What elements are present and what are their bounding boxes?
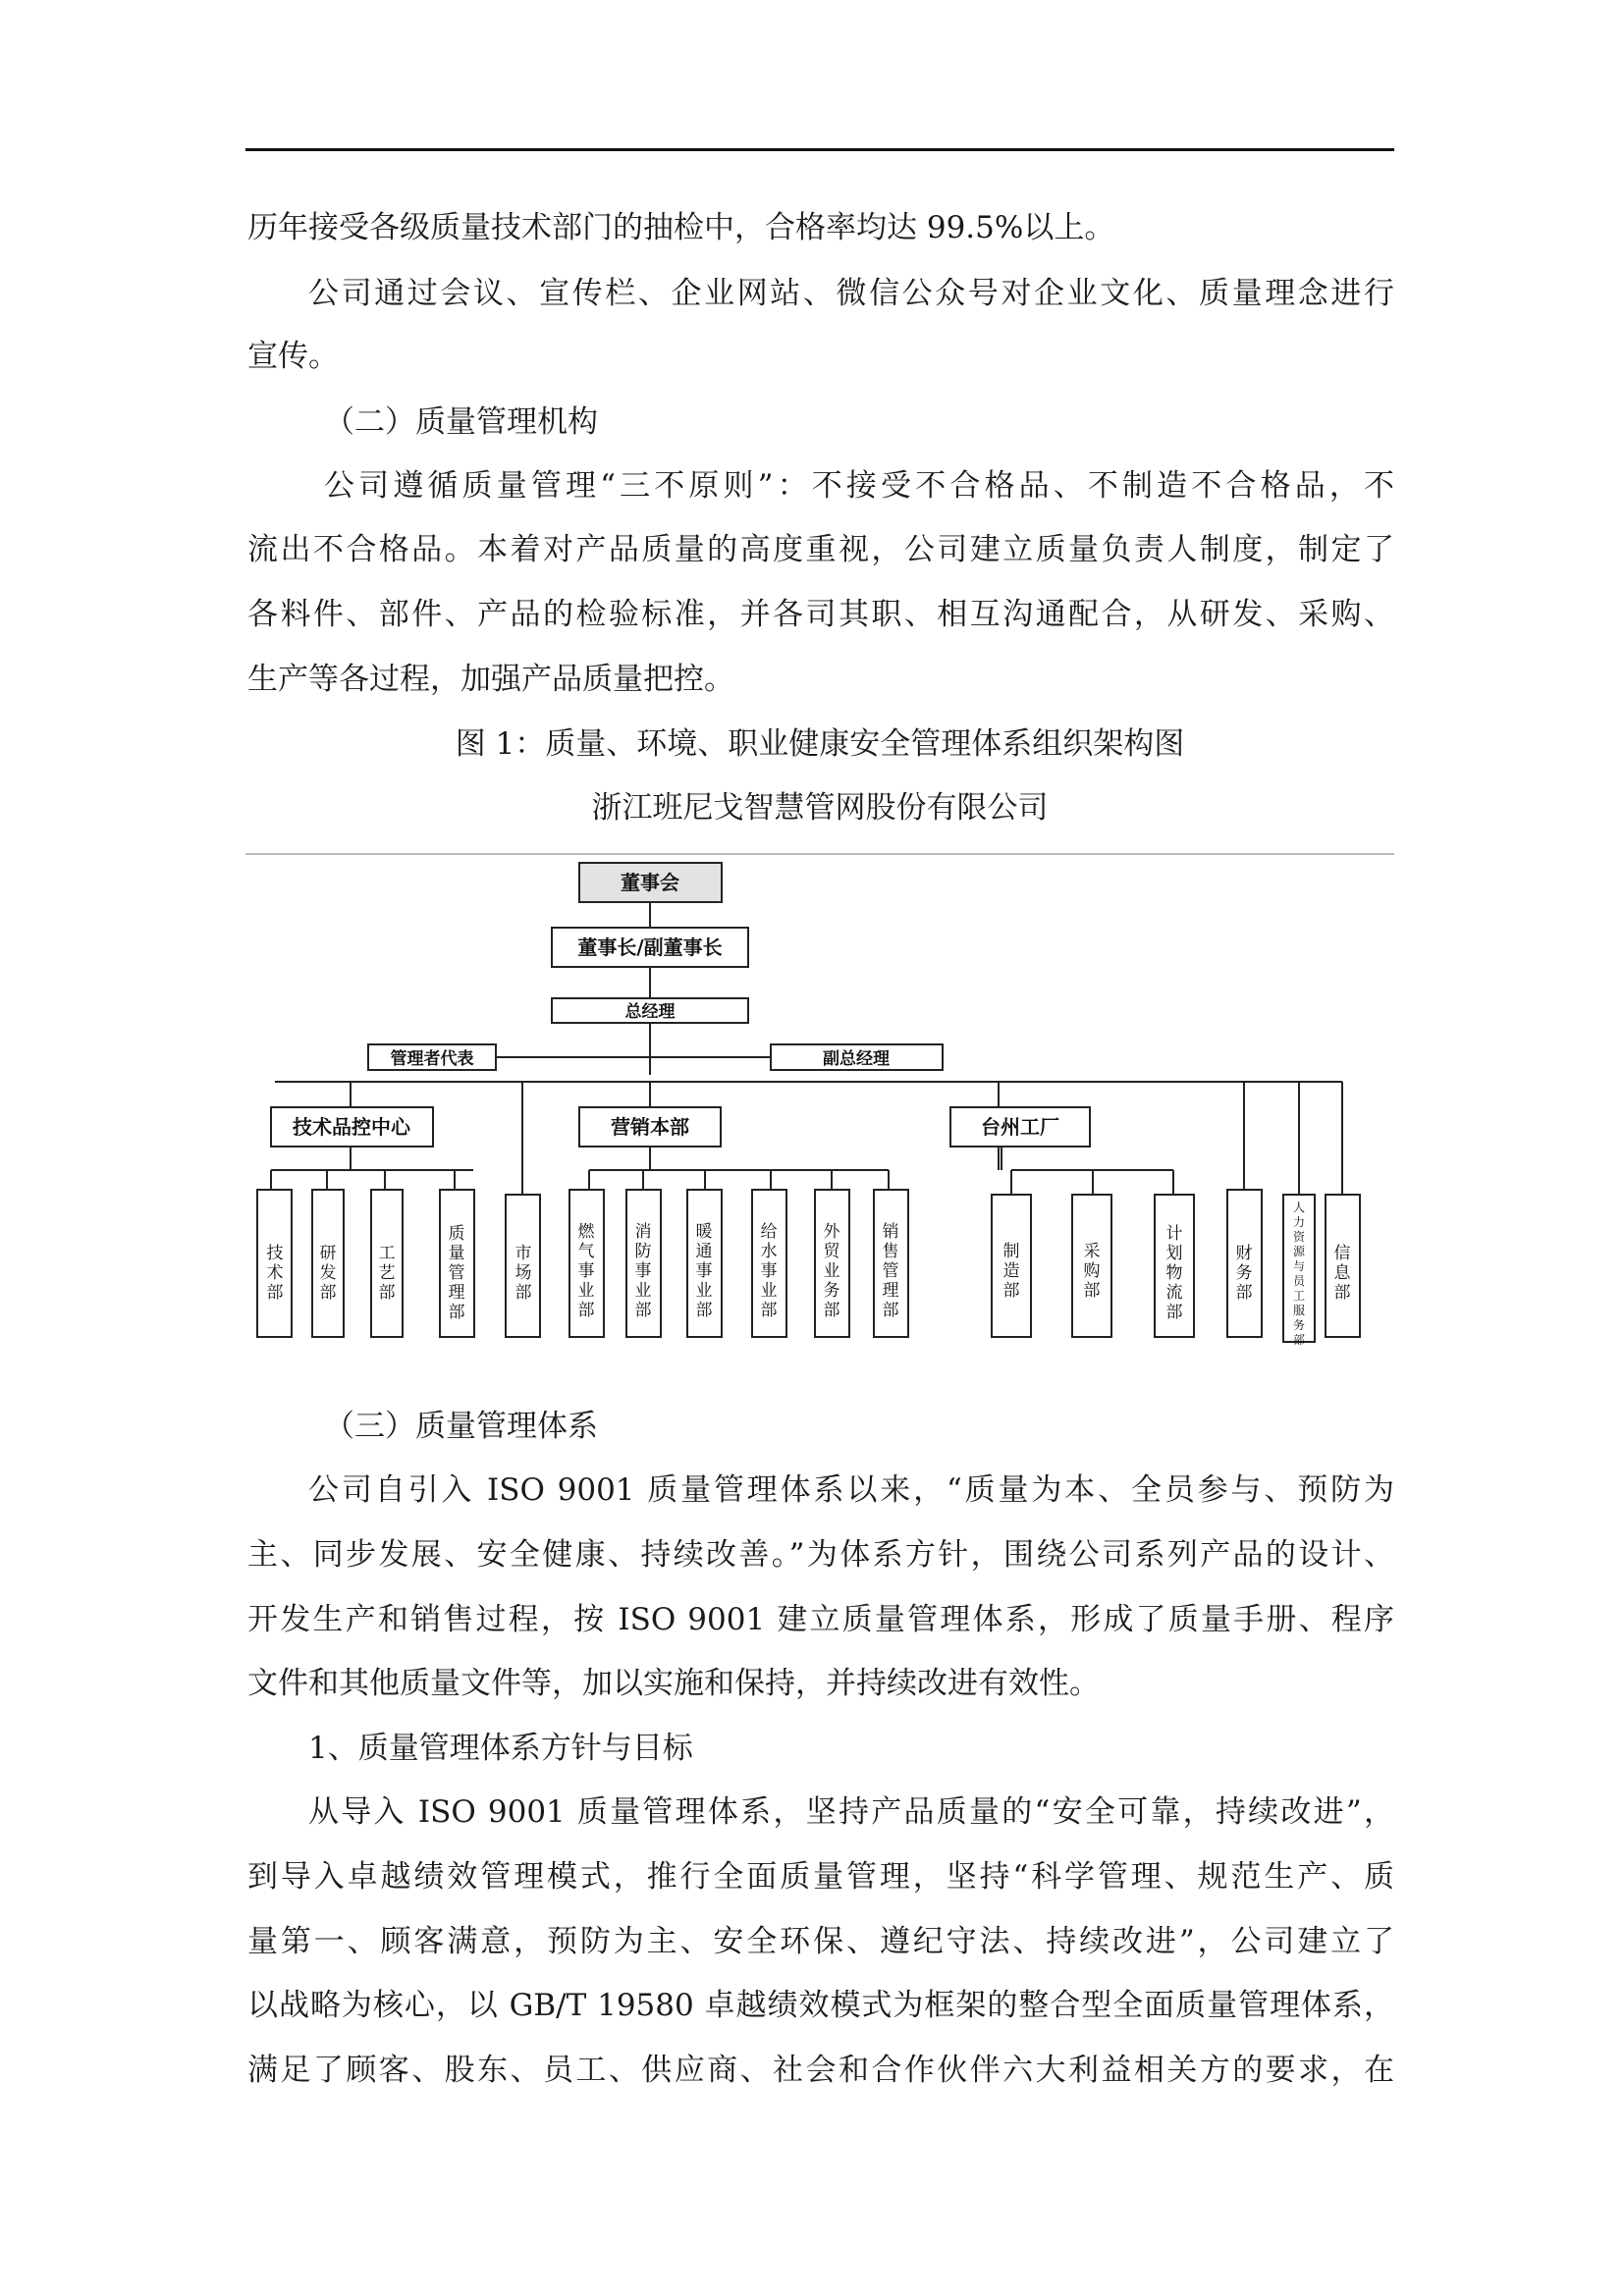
dept-label-mfg: 制造部: [1002, 1242, 1020, 1301]
dept-label-fire: 消防事业部: [634, 1222, 652, 1320]
header-rule: [245, 148, 1394, 151]
paragraph-line: 到导入卓越绩效管理模式，推行全面质量管理，坚持“科学管理、规范生产、质: [247, 1859, 1394, 1895]
paragraph-line: 生产等各过程，加强产品质量把控。: [247, 662, 734, 697]
dept-label-qm: 质量管理部: [448, 1224, 465, 1322]
deputy-gm-label: 副总经理: [823, 1049, 890, 1069]
paragraph-line: 从导入 ISO 9001 质量管理体系，坚持产品质量的“安全可靠，持续改进”，: [308, 1794, 1394, 1830]
dept-label-plan: 计划物流部: [1165, 1224, 1183, 1322]
mgmt-rep-label: 管理者代表: [390, 1049, 474, 1069]
dept-label-market: 市场部: [514, 1244, 532, 1303]
paragraph-line: 开发生产和销售过程，按 ISO 9001 建立质量管理体系，形成了质量手册、程序: [247, 1602, 1394, 1637]
tech-center-label: 技术品控中心: [293, 1115, 410, 1139]
section-heading: （二）质量管理机构: [324, 404, 598, 440]
sales-hq-label: 营销本部: [611, 1115, 689, 1139]
section-heading: 1、质量管理体系方针与目标: [308, 1731, 693, 1766]
figure-caption: 图 1：质量、环境、职业健康安全管理体系组织架构图: [455, 726, 1185, 762]
dept-label-gas: 燃气事业部: [577, 1222, 595, 1320]
dept-label-hvac: 暖通事业部: [695, 1222, 713, 1320]
dept-label-hr: 人力资源与员工服务部: [1292, 1201, 1306, 1347]
paragraph-line: 流出不合格品。本着对产品质量的高度重视，公司建立质量负责人制度，制定了: [247, 532, 1394, 567]
paragraph-line: 公司通过会议、宣传栏、企业网站、微信公众号对企业文化、质量理念进行: [308, 276, 1394, 311]
paragraph-line: 公司自引入 ISO 9001 质量管理体系以来，“质量为本、全员参与、预防为: [308, 1472, 1394, 1508]
section-heading: （三）质量管理体系: [324, 1409, 598, 1444]
gm-label: 总经理: [624, 1002, 676, 1022]
paragraph-line: 主、同步发展、安全健康、持续改善。”为体系方针，围绕公司系列产品的设计、: [247, 1537, 1394, 1573]
taizhou-label: 台州工厂: [981, 1115, 1059, 1139]
chairman-label: 董事长/副董事长: [577, 935, 723, 959]
paragraph-line: 量第一、顾客满意，预防为主、安全环保、遵纪守法、持续改进”，公司建立了: [247, 1924, 1394, 1959]
dept-label-finance: 财务部: [1235, 1244, 1253, 1303]
dept-label-rnd: 研发部: [319, 1244, 337, 1303]
paragraph-line: 历年接受各级质量技术部门的抽检中，合格率均达 99.5%以上。: [247, 210, 1115, 245]
dept-label-tech: 技术部: [266, 1244, 284, 1303]
dept-label-process: 工艺部: [378, 1244, 396, 1303]
paragraph-line: 公司遵循质量管理“三不原则”：不接受不合格品、不制造不合格品，不: [324, 468, 1394, 504]
paragraph-line: 文件和其他质量文件等，加以实施和保持，并持续改进有效性。: [247, 1666, 1100, 1701]
dept-label-trade: 外贸业务部: [823, 1222, 840, 1320]
dept-label-water: 给水事业部: [760, 1222, 778, 1320]
paragraph-line: 以战略为核心，以 GB/T 19580 卓越绩效模式为框架的整合型全面质量管理体系，: [247, 1988, 1394, 2023]
paragraph-line: 各料件、部件、产品的检验标准，并各司其职、相互沟通配合，从研发、采购、: [247, 597, 1394, 632]
dept-label-salesmgmt: 销售管理部: [882, 1222, 899, 1320]
paragraph-line: 满足了顾客、股东、员工、供应商、社会和合作伙伴六大利益相关方的要求，在: [247, 2053, 1394, 2088]
board-label: 董事会: [621, 871, 679, 894]
org-chart: [245, 846, 1394, 1391]
figure-company: 浙江班尼戈智慧管网股份有限公司: [591, 790, 1049, 826]
dept-label-purchase: 采购部: [1083, 1242, 1101, 1301]
paragraph-line: 宣传。: [247, 339, 339, 374]
dept-label-info: 信息部: [1333, 1244, 1351, 1303]
